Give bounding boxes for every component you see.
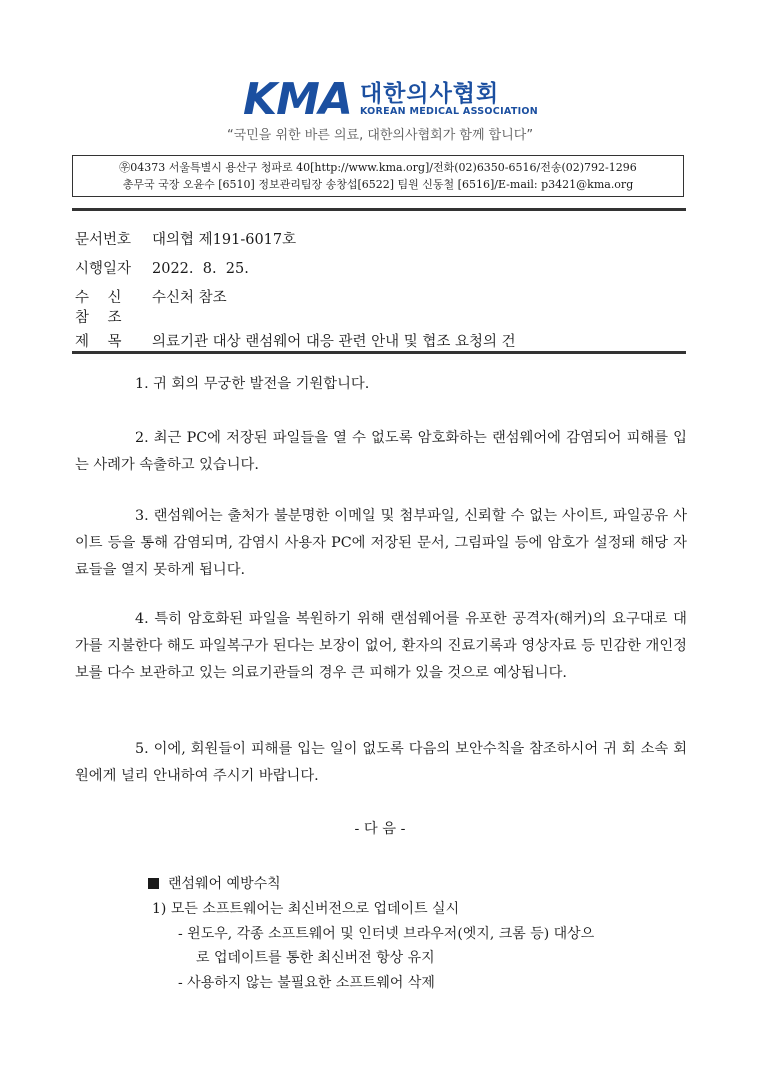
- header-divider: [72, 208, 686, 211]
- date-value: 2022. 8. 25.: [152, 261, 249, 277]
- paragraph-5: 5. 이에, 회원들이 피해를 입는 일이 없도록 다음의 보안수칙을 참조하시어 귀 회 소속 회원에게 널리 안내하여 주시기 바랍니다.: [75, 741, 687, 785]
- rule-item-1-sub-2: - 사용하지 않는 불필요한 소프트웨어 삭제: [178, 975, 435, 991]
- doc-no-label: 문서번호: [75, 232, 132, 248]
- org-name-ko: 대한의사협회: [359, 81, 500, 107]
- doc-no-value: 대의협 제191-6017호: [152, 232, 297, 248]
- paragraph-3: 3. 랜섬웨어는 출처가 불분명한 이메일 및 첨부파일, 신뢰할 수 없는 사이트, 파일공유 사이트 등을 통해 감염되며, 감염시 사용자 PC에 저장된 문서, 그림파일 등에 암호가 설정돼 해당 자료들을 열지 못하게 됩니다.: [75, 508, 687, 579]
- subject-value: 의료기관 대상 랜섬웨어 대응 관련 안내 및 협조 요청의 건: [152, 334, 516, 350]
- paragraph-2: 2. 최근 PC에 저장된 파일들을 열 수 없도록 암호화하는 랜섬웨어에 감염되어 피해를 입는 사례가 속출하고 있습니다.: [75, 430, 687, 474]
- logo-mark: KMA: [243, 74, 352, 125]
- black-square-icon: [148, 878, 159, 889]
- contact-line-address: ㉾04373 서울특별시 용산구 청파로 40[http://www.kma.org]/전화(02)6350-6516/전송(02)792-1296: [119, 161, 637, 174]
- subject-divider: [72, 351, 686, 354]
- to-label: 수 신: [75, 290, 122, 306]
- org-name-en: KOREAN MEDICAL ASSOCIATION: [359, 106, 539, 117]
- paragraph-1: 1. 귀 회의 무궁한 발전을 기원합니다.: [135, 376, 370, 392]
- contact-line-staff: 총무국 국장 오윤수 [6510] 정보관리팀장 송창섭[6522] 팀원 신동철 [6516]/E-mail: p3421@kma.org: [122, 178, 634, 191]
- rule-item-1: 1) 모든 소프트웨어는 최신버전으로 업데이트 실시: [152, 901, 460, 917]
- meta-doc-no: [75, 228, 296, 249]
- paragraph-4: 4. 특히 암호화된 파일을 복원하기 위해 랜섬웨어를 유포한 공격자(해커)의 요구대로 대가를 지불한다 해도 파일복구가 된다는 보장이 없어, 환자의 진료기록과 영상자료 등 민감한 개인정보를 다수 보관하고 있는 의료기관들의 경우 큰 피해가 있을 것으로 예상됩니다.: [75, 611, 687, 682]
- meta-subject: [75, 330, 516, 351]
- meta-recipient: [75, 286, 227, 307]
- to-value: 수신처 참조: [152, 290, 227, 306]
- subject-label: 제 목: [75, 334, 122, 350]
- date-label: 시행일자: [75, 261, 132, 277]
- rule-item-1-sub-1-cont: 로 업데이트를 통한 최신버전 항상 유지: [196, 950, 435, 966]
- slogan: “국민을 위한 바른 의료, 대한의사협회가 함께 합니다”: [226, 128, 534, 143]
- meta-date: [75, 257, 249, 278]
- rule-item-1-sub-1: - 윈도우, 각종 소프트웨어 및 인터넷 브라우저(엣지, 크롬 등) 대상으: [178, 926, 595, 942]
- rules-heading: 랜섬웨어 예방수칙: [148, 873, 281, 893]
- kma-logo: [243, 74, 539, 125]
- contact-box: [72, 155, 684, 197]
- ref-label: 참 조: [75, 310, 122, 326]
- section-divider: - 다 음 -: [354, 821, 406, 837]
- meta-reference: [75, 306, 152, 327]
